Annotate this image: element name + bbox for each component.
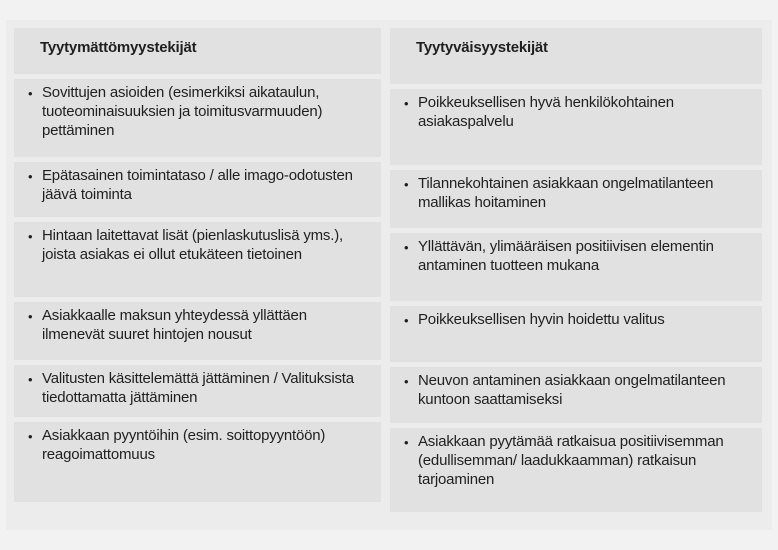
satisfaction-column	[390, 28, 762, 517]
list-item-text: Valitusten käsittelemättä jättäminen / Valituksista tiedottamatta jättäminen	[42, 370, 354, 406]
bullet-icon: •	[28, 86, 33, 101]
comparison-table	[6, 20, 772, 530]
list-item-text: Poikkeuksellisen hyvä henkilökohtainen asiakaspalvelu	[418, 94, 674, 130]
list-item	[390, 233, 762, 301]
list-item	[390, 170, 762, 228]
bullet-icon: •	[28, 429, 33, 444]
list-item-text: Neuvon antaminen asiakkaan ongelmatilanteen kuntoon saattamiseksi	[418, 372, 726, 408]
list-item-text: Tilannekohtainen asiakkaan ongelmatilanteen mallikas hoitaminen	[418, 175, 714, 211]
dissatisfaction-header: Tyytymättömyystekijät	[14, 28, 381, 74]
list-item	[390, 367, 762, 423]
list-item	[14, 302, 381, 360]
list-item	[14, 365, 381, 417]
bullet-icon: •	[28, 372, 33, 387]
bullet-icon: •	[404, 240, 409, 255]
list-item	[14, 222, 381, 297]
list-item	[390, 89, 762, 165]
bullet-icon: •	[28, 229, 33, 244]
bullet-icon: •	[404, 96, 409, 111]
list-item	[14, 422, 381, 502]
bullet-icon: •	[404, 177, 409, 192]
list-item-text: Asiakkaan pyytämää ratkaisua positiivisemman (edullisemman/ laadukkaamman) ratkaisun tarjoaminen	[418, 433, 724, 488]
list-item-text: Sovittujen asioiden (esimerkiksi aikataulun, tuoteominaisuuksien ja toimitusvarmuuden) pettäminen	[42, 84, 323, 139]
satisfaction-header: Tyytyväisyystekijät	[390, 28, 762, 84]
bullet-icon: •	[404, 374, 409, 389]
list-item-text: Asiakkaan pyyntöihin (esim. soittopyyntöön) reagoimattomuus	[42, 427, 326, 463]
bullet-icon: •	[404, 435, 409, 450]
list-item-text: Hintaan laitettavat lisät (pienlaskutuslisä yms.), joista asiakas ei ollut etukäteen tietoinen	[42, 227, 343, 263]
list-item	[14, 79, 381, 157]
list-item-text: Yllättävän, ylimääräisen positiivisen elementin antaminen tuotteen mukana	[418, 238, 714, 274]
bullet-icon: •	[28, 309, 33, 324]
list-item	[14, 162, 381, 217]
bullet-icon: •	[404, 313, 409, 328]
list-item-text: Poikkeuksellisen hyvin hoidettu valitus	[418, 311, 665, 328]
list-item-text: Asiakkaalle maksun yhteydessä yllättäen ilmenevät suuret hintojen nousut	[42, 307, 307, 343]
bullet-icon: •	[28, 169, 33, 184]
list-item	[390, 306, 762, 362]
dissatisfaction-column	[14, 28, 381, 507]
list-item-text: Epätasainen toimintataso / alle imago-odotusten jäävä toiminta	[42, 167, 353, 203]
list-item	[390, 428, 762, 512]
